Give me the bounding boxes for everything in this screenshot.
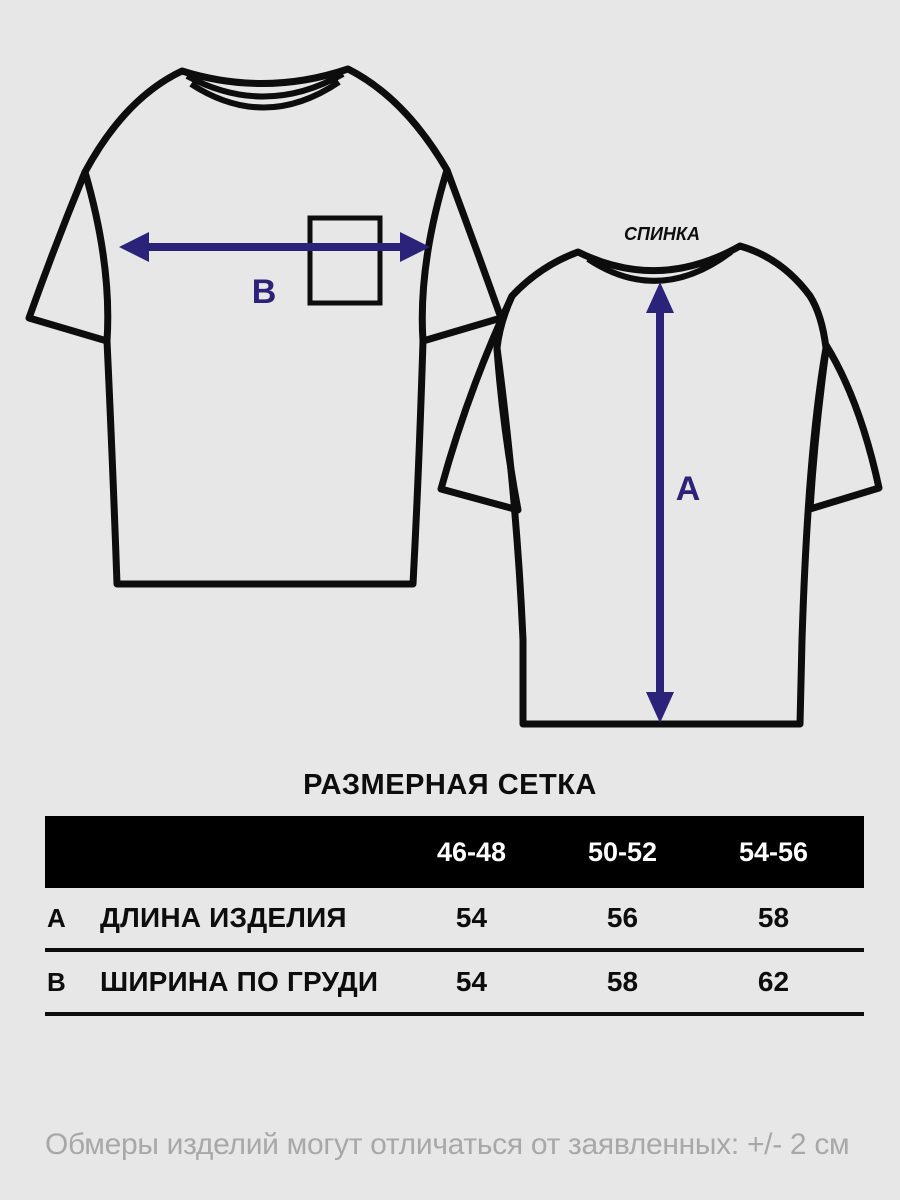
tolerance-footnote: Обмеры изделий могут отличаться от заявленных: +/- 2 см <box>45 1128 850 1161</box>
row-value: 58 <box>757 902 790 933</box>
row-value: 54 <box>455 902 488 933</box>
row-value: 54 <box>455 966 488 997</box>
front-shirt-outline <box>29 69 501 584</box>
row-value: 62 <box>757 966 790 997</box>
row-letter: B <box>47 966 66 997</box>
table-title: РАЗМЕРНАЯ СЕТКА <box>303 769 597 801</box>
width-letter-label: B <box>251 273 277 311</box>
row-label: ДЛИНА ИЗДЕЛИЯ <box>100 902 347 933</box>
front-shirt <box>29 69 501 584</box>
back-right-sleeve <box>810 345 879 509</box>
size-column-3: 54-56 <box>738 837 809 867</box>
table-bottom-divider <box>45 1012 864 1016</box>
size-column-1: 46-48 <box>436 837 507 867</box>
table-row-length <box>45 888 864 948</box>
chest-pocket <box>310 218 380 303</box>
row-value: 58 <box>606 966 639 997</box>
length-letter-label: A <box>675 470 701 508</box>
row-letter: A <box>47 902 66 933</box>
back-shirt <box>441 224 879 724</box>
size-table <box>45 816 864 1016</box>
table-row-chest-width <box>45 952 864 1012</box>
size-column-2: 50-52 <box>587 837 658 867</box>
row-value: 56 <box>606 902 639 933</box>
size-table-header <box>45 816 864 888</box>
back-label: СПИНКА <box>624 224 700 244</box>
row-label: ШИРИНА ПО ГРУДИ <box>100 966 379 997</box>
